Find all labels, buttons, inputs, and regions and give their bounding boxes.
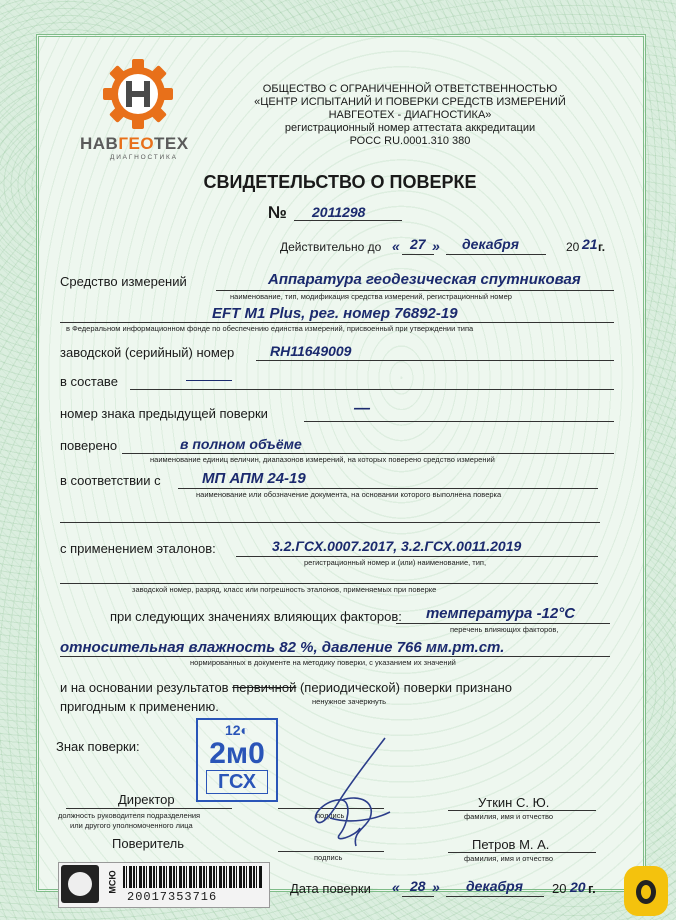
certificate-number: 2011298	[312, 204, 366, 220]
sticker-seal-icon	[68, 872, 92, 896]
conclusion-text-c: (периодической) поверки признано	[299, 680, 512, 695]
stamp-top: 12◐	[224, 722, 250, 738]
prev-mark-value: —	[354, 400, 370, 417]
standards-value: 3.2.ГСХ.0007.2017, 3.2.ГСХ.0011.2019	[272, 538, 522, 554]
verifier-name: Петров М. А.	[472, 837, 550, 852]
verification-stamp	[196, 718, 278, 802]
logo-brand-a: НАВ	[80, 134, 119, 153]
composition-label: в составе	[60, 374, 118, 389]
date-day: 28	[410, 878, 426, 894]
logo-subtitle: ДИАГНОСТИКА	[110, 154, 178, 161]
date-year-suffix: г.	[588, 881, 596, 896]
org-line-3: НАВГЕОТЕХ - ДИАГНОСТИКА»	[328, 109, 492, 121]
serial-value: RH11649009	[270, 343, 352, 359]
barcode-sticker	[58, 862, 270, 908]
org-line-2: «ЦЕНТР ИСПЫТАНИЙ И ПОВЕРКИ СРЕДСТВ ИЗМЕРЕНИЙ	[254, 96, 566, 108]
org-line-4: регистрационный номер аттестата аккредитации	[284, 122, 536, 134]
company-logo	[80, 56, 200, 166]
director-name-caption: фамилия, имя и отчество	[464, 812, 554, 821]
logo-brand-b: ГЕО	[118, 134, 155, 153]
corner-badge-icon	[624, 866, 668, 916]
factors-caption-1: перечень влияющих факторов,	[450, 625, 559, 634]
date-label: Дата поверки	[290, 881, 371, 896]
conclusion-struck-word: первичной	[232, 680, 297, 695]
accordance-value: МП АПМ 24-19	[202, 470, 306, 487]
accordance-label: в соответствии с	[60, 473, 161, 488]
prev-mark-label: номер знака предыдущей поверки	[60, 406, 268, 421]
valid-year-prefix: 20	[566, 240, 580, 254]
verifier-sign-caption: подпись	[314, 853, 343, 862]
org-line-5: РОСС RU.0001.310 380	[349, 135, 471, 147]
logo-brand-c: ТЕХ	[154, 134, 189, 153]
director-role-caption-2: или другого уполномоченного лица	[70, 821, 193, 830]
conclusion-text-a: и на основании результатов	[60, 680, 229, 695]
date-quote-close: »	[432, 879, 440, 895]
number-label: №	[268, 203, 287, 222]
barcode-number: 20017353716	[127, 890, 218, 904]
verified-value: в полном объёме	[180, 436, 302, 452]
standards-label: с применением эталонов:	[60, 541, 216, 556]
instrument-value-1: Аппаратура геодезическая спутниковая	[268, 271, 581, 288]
date-month: декабря	[466, 878, 523, 894]
document-title: СВИДЕТЕЛЬСТВО О ПОВЕРКЕ	[203, 172, 477, 192]
director-role-caption-1: должность руководителя подразделения	[58, 811, 201, 820]
stamp-bottom: ГСХ	[206, 770, 268, 794]
standards-caption-1: регистрационный номер и (или) наименование, тип,	[304, 558, 487, 567]
verified-label: поверено	[60, 438, 118, 453]
verifier-role: Поверитель	[112, 836, 185, 851]
mark-label: Знак поверки:	[56, 739, 140, 754]
valid-quote-close: »	[432, 238, 440, 254]
director-sign-caption: подпись	[316, 811, 345, 820]
standards-caption-2: заводской номер, разряд, класс или погрешность эталонов, применяемых при поверке	[132, 585, 437, 594]
serial-label: заводской (серийный) номер	[60, 345, 235, 360]
valid-year: 21	[582, 236, 598, 252]
instrument-caption-1: наименование, тип, модификация средства измерений, регистрационный номер	[230, 292, 512, 301]
sticker-seal	[61, 865, 99, 903]
sticker-tag: МСЮ	[107, 870, 118, 894]
date-quote-open: «	[392, 879, 400, 895]
strike-caption: ненужное зачеркнуть	[312, 697, 387, 706]
conclusion-line-2: пригодным к применению.	[60, 699, 219, 714]
org-header	[210, 83, 610, 148]
director-name: Уткин С. Ю.	[478, 795, 550, 810]
signature	[290, 728, 420, 858]
verifier-name-caption: фамилия, имя и отчество	[464, 854, 554, 863]
accordance-caption: наименование или обозначение документа, на основании которого выполнена поверка	[196, 490, 502, 499]
valid-year-suffix: г.	[598, 240, 606, 254]
stamp-symbol-icon: ◐	[240, 722, 250, 738]
director-role: Директор	[118, 792, 175, 807]
valid-day: 27	[410, 236, 426, 252]
valid-month: декабря	[462, 236, 519, 252]
factors-label: при следующих значениях влияющих факторов:	[110, 609, 402, 624]
org-line-1: ОБЩЕСТВО С ОГРАНИЧЕННОЙ ОТВЕТСТВЕННОСТЬЮ	[262, 83, 558, 95]
factors-caption-2: нормированных в документе на методику поверки, с указанием их значений	[190, 658, 456, 667]
factors-value-2: относительная влажность 82 %, давление 766 мм.рт.ст.	[60, 639, 505, 656]
stamp-middle: 2м0	[209, 737, 265, 770]
factors-value-1: температура -12°С	[426, 605, 576, 622]
instrument-value-2: EFT M1 Plus, рег. номер 76892-19	[212, 305, 458, 322]
composition-dash	[186, 380, 232, 381]
date-year-prefix: 20	[552, 881, 567, 896]
instrument-caption-2: в Федеральном информационном фонде по обеспечению единства измерений, присвоенный при утверждении типа	[66, 324, 474, 333]
verified-caption: наименование единиц величин, диапазонов измерений, на которых поверено средство измерений	[150, 455, 495, 464]
date-year: 20	[570, 879, 586, 895]
barcode-bars	[123, 866, 263, 888]
valid-label: Действительно до	[280, 240, 382, 254]
instrument-label: Средство измерений	[60, 274, 187, 289]
valid-quote-open: «	[392, 238, 400, 254]
gear-logo-icon	[100, 56, 200, 136]
